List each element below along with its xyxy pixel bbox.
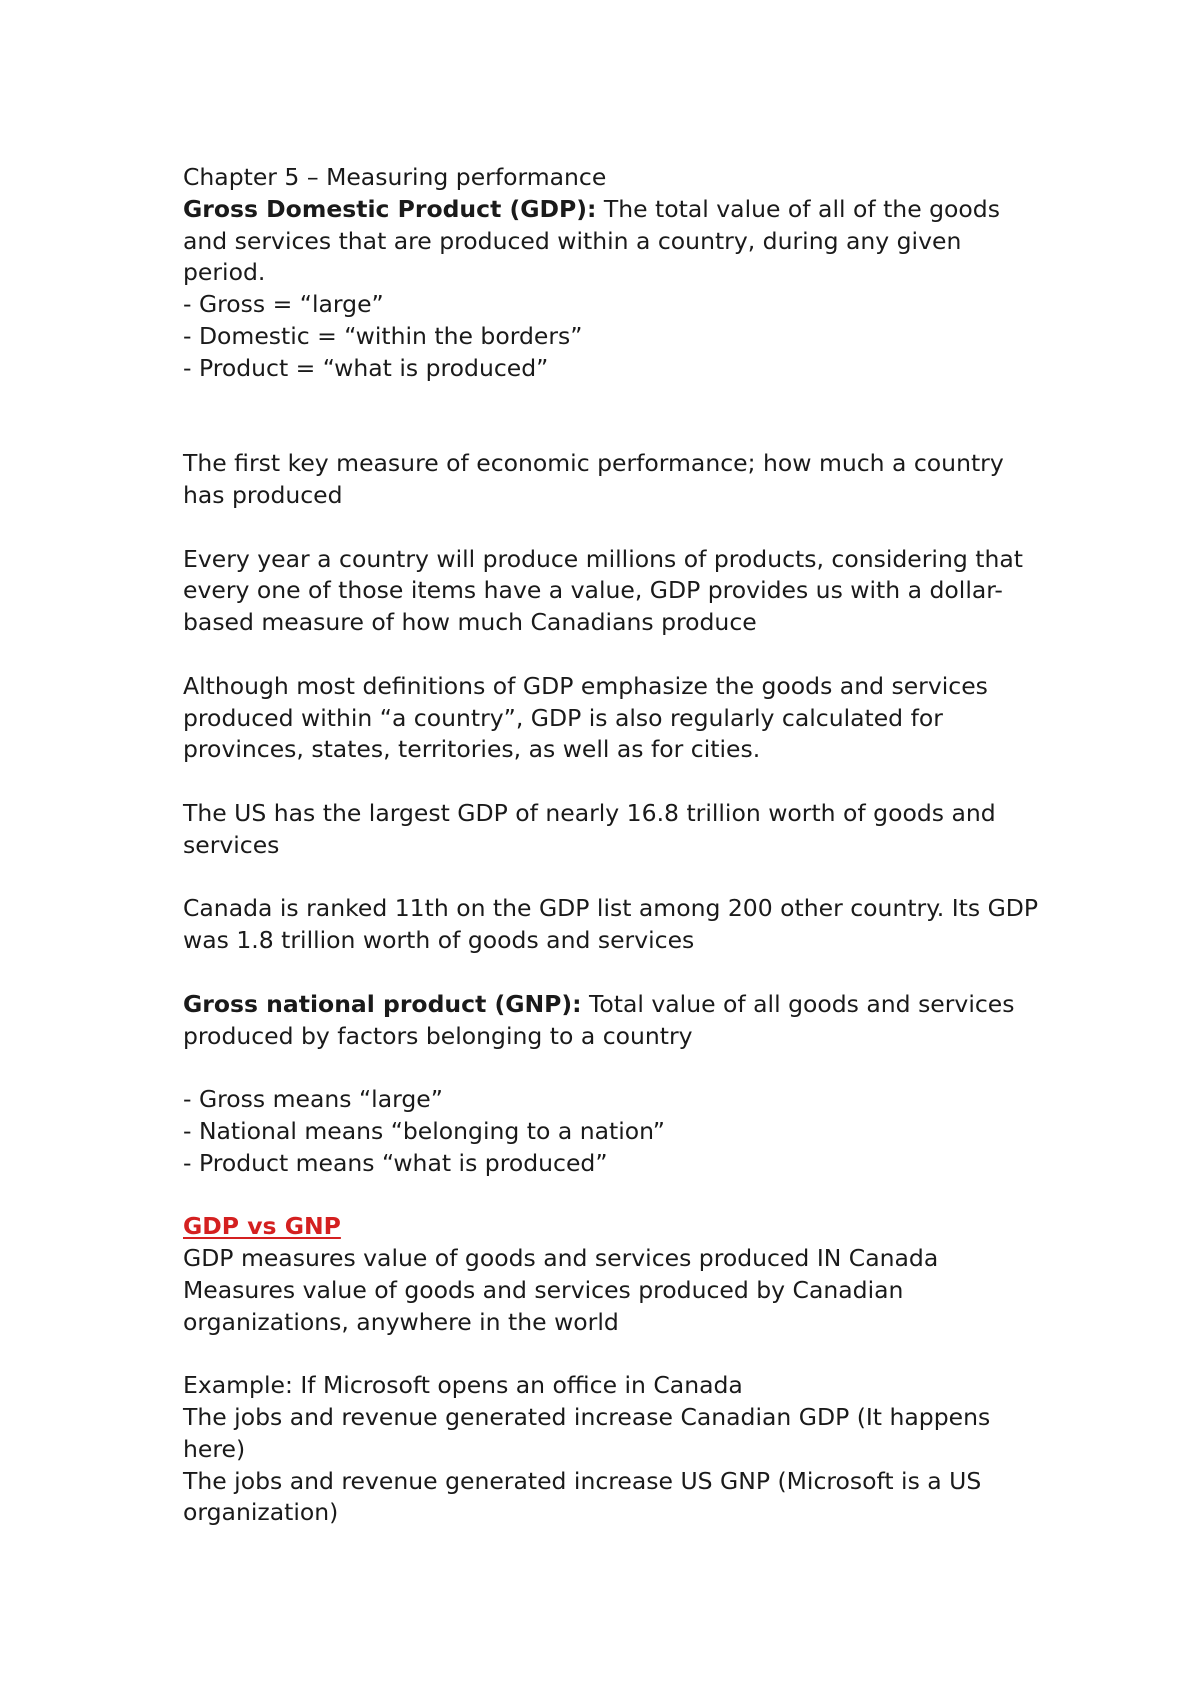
comparison-heading: GDP vs GNP bbox=[183, 1212, 341, 1241]
paragraph-every-year: Every year a country will produce millions of products, considering that every one of those items have a value, GDP provides us with a dollar-based measure of how much Canadians produce bbox=[183, 544, 1023, 637]
gnp-bullet-national: - National means “belonging to a nation” bbox=[183, 1116, 665, 1145]
gdp-definition-text: The total value of all of the goods and services that are produced within a country, during any given period. bbox=[183, 194, 1000, 287]
gnp-bullet-gross: - Gross means “large” bbox=[183, 1085, 443, 1114]
example-us-gnp: The jobs and revenue generated increase US GNP (Microsoft is a US organization) bbox=[183, 1466, 982, 1527]
paragraph-key-measure: The first key measure of economic performance; how much a country has produced bbox=[183, 449, 1004, 509]
chapter-title: Chapter 5 – Measuring performance bbox=[183, 163, 607, 191]
gdp-term: Gross Domestic Product (GDP): bbox=[183, 194, 597, 223]
gnp-definition-text: Total value of all goods and services produced by factors belonging to a country bbox=[183, 989, 1015, 1050]
gdp-bullet-product: - Product = “what is produced” bbox=[183, 353, 549, 382]
gdp-bullet-gross: - Gross = “large” bbox=[183, 290, 384, 319]
comparison-line-gnp: Measures value of goods and services produced by Canadian organizations, anywhere in the world bbox=[183, 1275, 904, 1336]
gnp-definition bbox=[183, 989, 1043, 1053]
gnp-term: Gross national product (GNP): bbox=[183, 989, 582, 1018]
paragraph-canada-gdp: Canada is ranked 11th on the GDP list among 200 other country. Its GDP was 1.8 trillion worth of goods and services bbox=[183, 894, 1039, 955]
paragraph-definitions: Although most definitions of GDP emphasize the goods and services produced within “a country”, GDP is also regularly calculated for provinces, states, territories, as well as for cities. bbox=[183, 671, 988, 764]
document-page bbox=[183, 162, 1043, 1529]
gdp-bullet-domestic: - Domestic = “within the borders” bbox=[183, 321, 583, 350]
example-intro: Example: If Microsoft opens an office in Canada bbox=[183, 1371, 743, 1400]
gdp-definition bbox=[183, 194, 1043, 289]
paragraph-us-gdp: The US has the largest GDP of nearly 16.8 trillion worth of goods and services bbox=[183, 798, 996, 859]
comparison-line-gdp: GDP measures value of goods and services produced IN Canada bbox=[183, 1244, 939, 1273]
example-canadian-gdp: The jobs and revenue generated increase Canadian GDP (It happens here) bbox=[183, 1403, 991, 1463]
gnp-bullet-product: - Product means “what is produced” bbox=[183, 1148, 608, 1177]
